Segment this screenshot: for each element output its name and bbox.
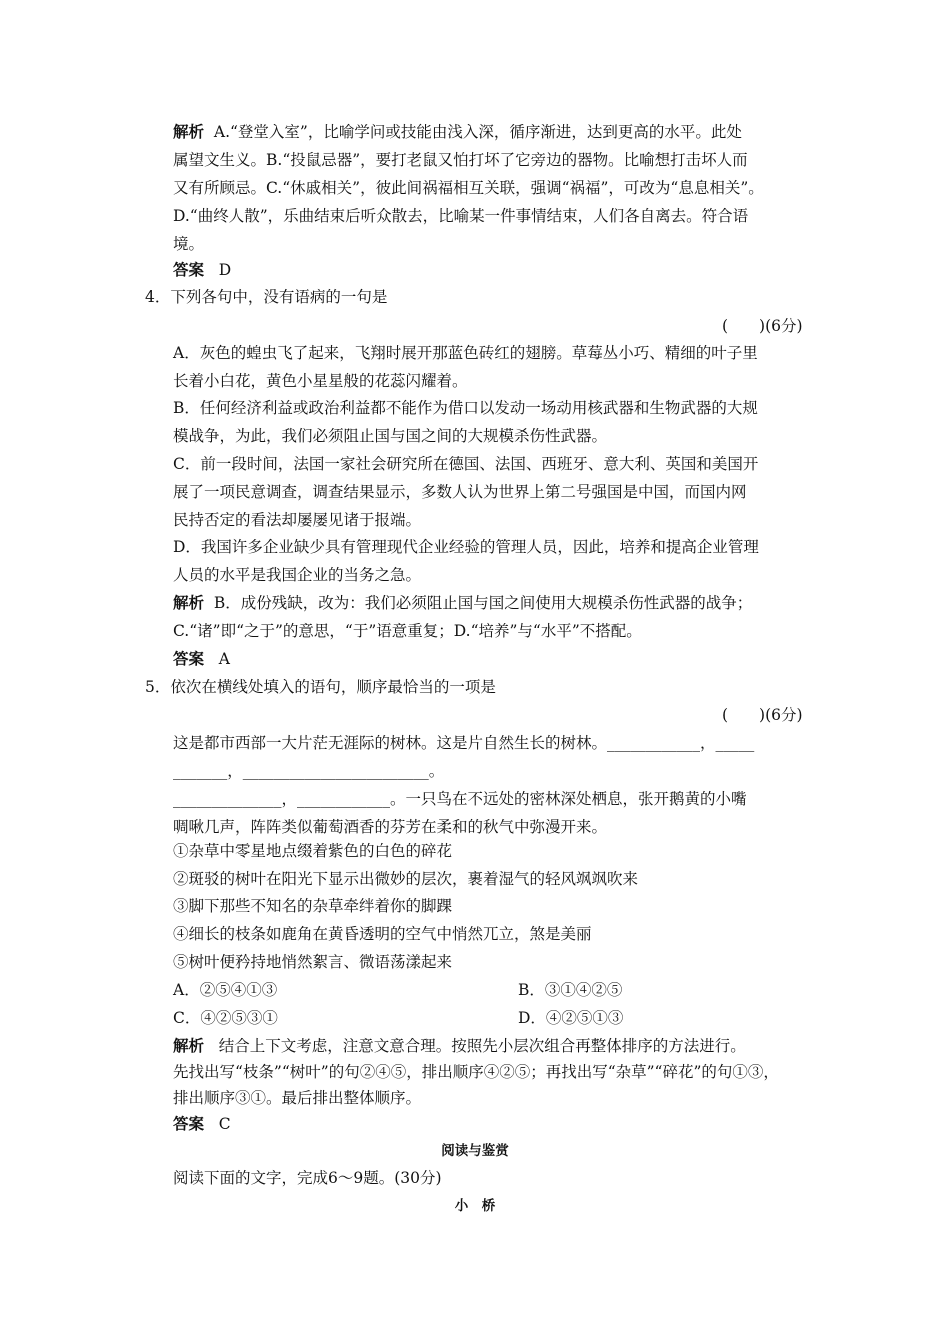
q4-analysis-line-2: C.“诸”即“之于”的意思，“于”语意重复；D.“培养”与“水平”不搭配。 [173, 622, 642, 640]
q3-analysis-line-4: D.“曲终人散”，乐曲结束后听众散去，比喻某一件事情结束，人们各自离去。符合语 [173, 207, 749, 225]
q4-option-line: 人员的水平是我国企业的当务之急。 [173, 566, 422, 584]
story-title: 小 桥 [454, 1198, 496, 1214]
q4-option-line: A．灰色的蝗虫飞了起来，飞翔时展开那蓝色砖红的翅膀。草莓丛小巧、精细的叶子里 [173, 344, 758, 362]
q5-item: ①杂草中零星地点缀着紫色的白色的碎花 [173, 842, 453, 860]
q3-analysis-label: 解析 [173, 122, 205, 141]
q5-item: ③脚下那些不知名的杂草牵绊着你的脚踝 [173, 897, 453, 915]
q3-analysis-line-5: 境。 [173, 235, 205, 253]
q4-option-line: 展了一项民意调查，调查结果显示，多数人认为世界上第二号强国是中国，而国内网 [173, 483, 747, 501]
q4-option-line: 模战争，为此，我们必须阻止国与国之间的大规模杀伤性武器。 [173, 427, 608, 445]
q4-answer-label: 答案 [173, 649, 205, 668]
q4-analysis-line-1: 解析 B．成份残缺，改为：我们必须阻止国与国之间使用大规模杀伤性武器的战争； [173, 593, 753, 612]
q5-item: ④细长的枝条如鹿角在黄昏透明的空气中悄然兀立，煞是美丽 [173, 925, 592, 943]
q5-choice-b: B．③①④②⑤ [518, 981, 623, 999]
q5-answer [173, 1114, 231, 1134]
q5-analysis-line-2: 先找出写“枝条”“树叶”的句②④⑤，排出顺序④②⑤；再找出写“杂草”“碎花”的句①③， [173, 1063, 779, 1081]
q5-choice-c: C．④②⑤③① [173, 1009, 278, 1027]
q5-analysis-label: 解析 [173, 1036, 205, 1055]
section-title: 阅读与鉴赏 [441, 1143, 509, 1159]
q4-option-line: 民持否定的看法却屡屡见诸于报端。 [173, 511, 422, 529]
q4-answer [173, 649, 230, 669]
q4-answer-value: A [218, 650, 230, 668]
q5-item: ②斑驳的树叶在阳光下显示出微妙的层次，裹着湿气的轻风飒飒吹来 [173, 870, 639, 888]
q3-answer [173, 260, 231, 280]
q5-score: ( )(6分) [722, 706, 803, 724]
q4-option-line: 长着小白花，黄色小星星般的花蕊闪耀着。 [173, 372, 468, 390]
q5-passage-line: ______________，____________。一只鸟在不远处的密林深处栖息，张开鹅黄的小嘴 [173, 790, 747, 808]
q5-answer-label: 答案 [173, 1114, 205, 1133]
q4-option-line: C．前一段时间，法国一家社会研究所在德国、法国、西班牙、意大利、英国和美国开 [173, 455, 759, 473]
q5-passage-line: _______，________________________。 [173, 762, 445, 780]
q5-answer-value: C [218, 1115, 231, 1133]
q5-choice-d: D．④②⑤①③ [518, 1009, 624, 1027]
q3-answer-value: D [218, 261, 232, 279]
q5-analysis-line-1: 解析 结合上下文考虑，注意文意合理。按照先小层次组合再整体排序的方法进行。 [173, 1036, 746, 1055]
q4-score: ( )(6分) [722, 317, 803, 335]
q3-answer-label: 答案 [173, 260, 205, 279]
q3-analysis-line-3: 又有所顾忌。C.“休戚相关”，彼此间祸福相互关联，强调“祸福”，可改为“息息相关”。 [173, 179, 764, 197]
q4-analysis-label: 解析 [173, 593, 205, 612]
q5-item: ⑤树叶便矜持地悄然絮言、微语荡漾起来 [173, 953, 453, 971]
q4-stem: 4．下列各句中，没有语病的一句是 [145, 288, 388, 306]
reading-instruction: 阅读下面的文字，完成6～9题。(30分) [173, 1169, 442, 1187]
q5-analysis-line-3: 排出顺序③①。最后排出整体顺序。 [173, 1089, 422, 1107]
q5-stem: 5．依次在横线处填入的语句，顺序最恰当的一项是 [145, 678, 496, 696]
q3-analysis-line-1: 解析 A.“登堂入室”，比喻学问或技能由浅入深，循序渐进，达到更高的水平。此处 [173, 122, 742, 141]
q5-choice-a: A．②⑤④①③ [173, 981, 278, 999]
q3-analysis-line-2: 属望文生义。B.“投鼠忌器”，要打老鼠又怕打坏了它旁边的器物。比喻想打击坏人而 [173, 151, 748, 169]
q4-option-line: B．任何经济利益或政治利益都不能作为借口以发动一场动用核武器和生物武器的大规 [173, 399, 758, 417]
q5-passage-line: 这是都市西部一大片茫无涯际的树林。这是片自然生长的树林。____________，_____ [173, 734, 755, 752]
q5-passage-line: 啁啾几声，阵阵类似葡萄酒香的芬芳在柔和的秋气中弥漫开来。 [173, 818, 608, 836]
q4-option-line: D．我国许多企业缺少具有管理现代企业经验的管理人员，因此，培养和提高企业管理 [173, 538, 759, 556]
